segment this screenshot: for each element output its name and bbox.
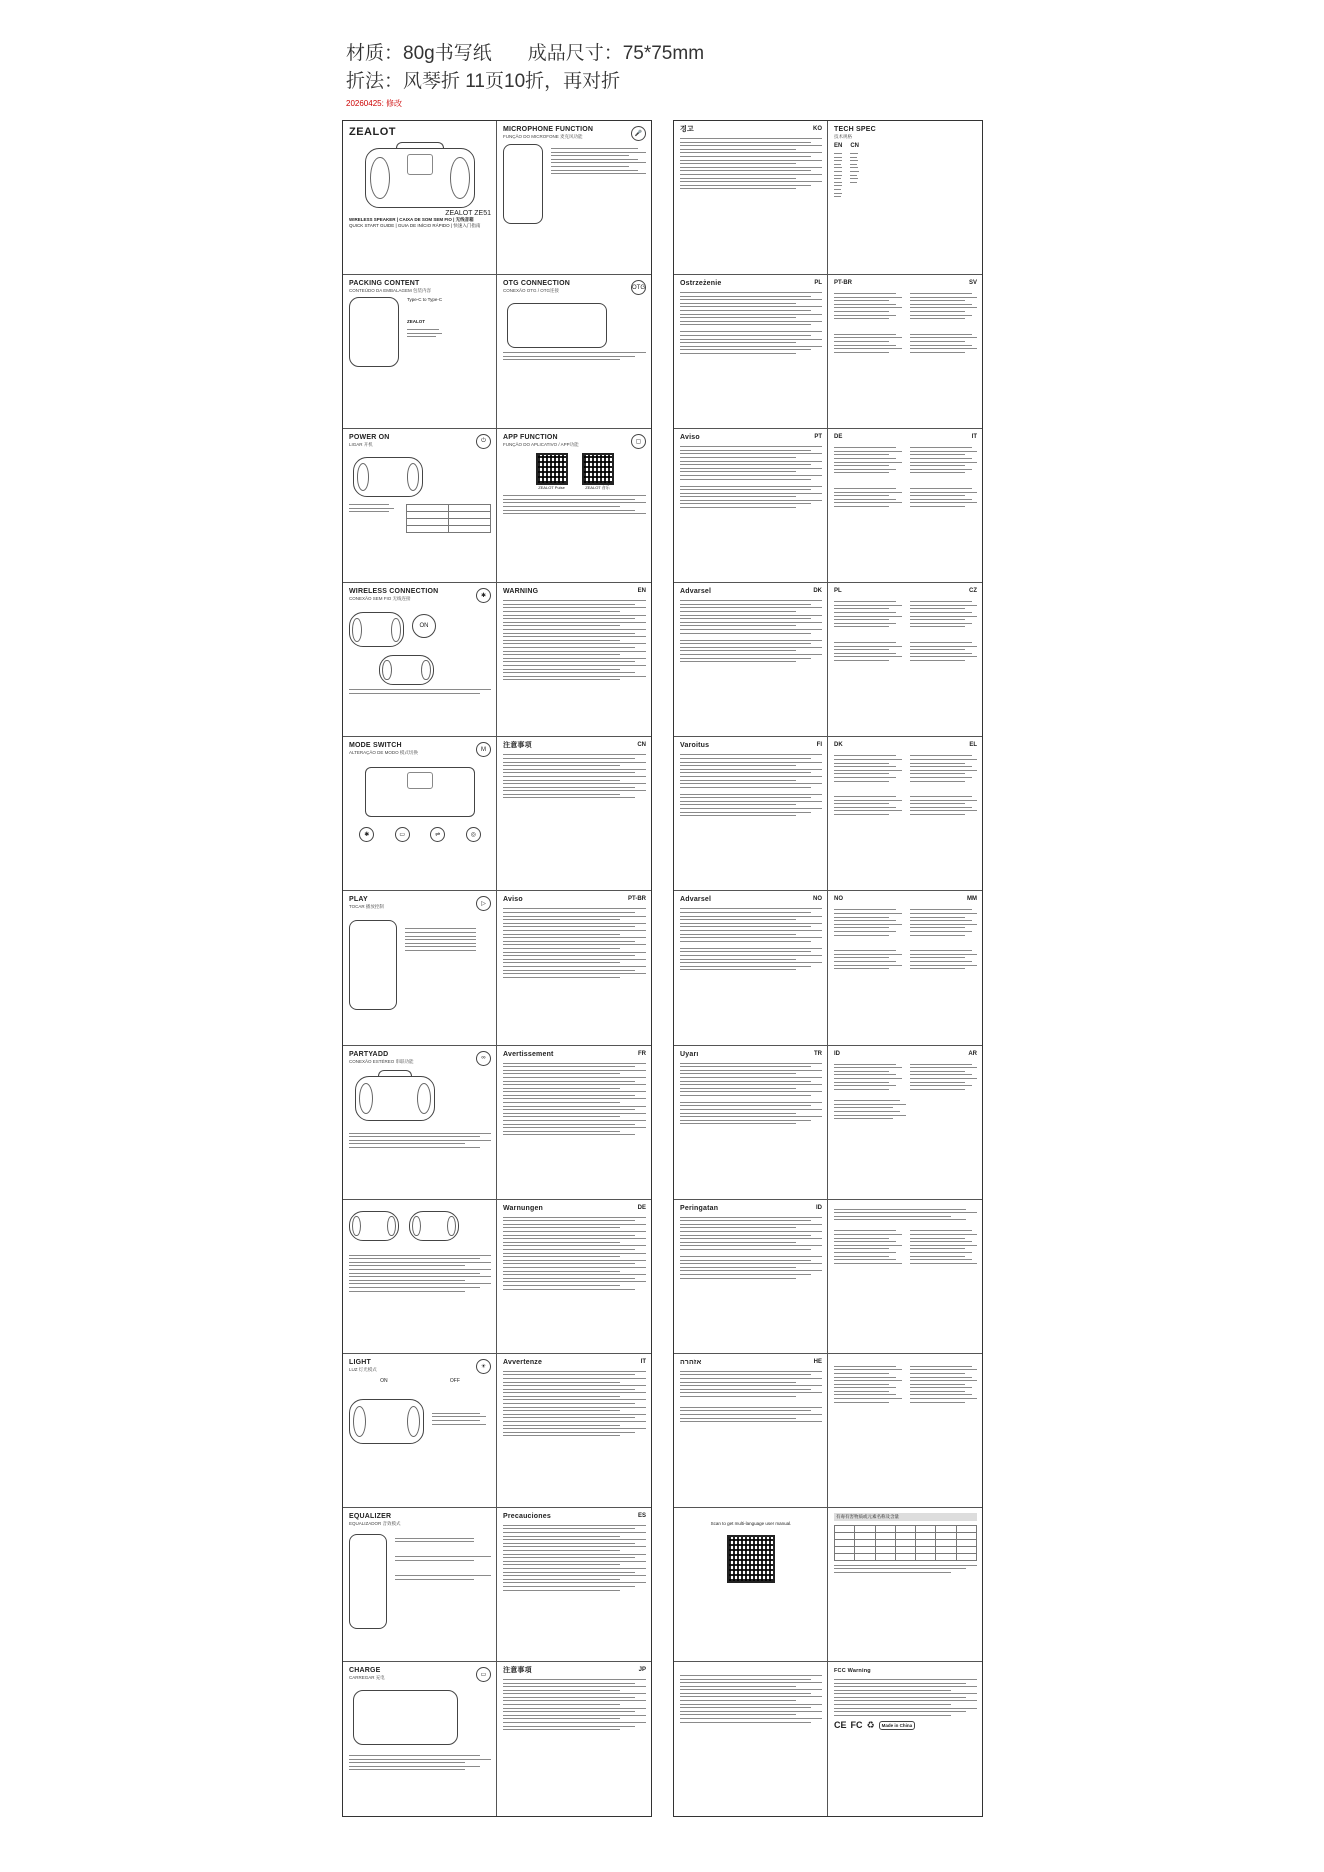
panel-spec-dk-el bbox=[828, 737, 982, 891]
lang-code-b: CZ bbox=[969, 588, 977, 595]
panel-subtitle: CONEXÃO SEM FIO 无线连接 bbox=[349, 596, 411, 602]
speaker-illustration-a bbox=[349, 1211, 399, 1241]
speaker-illustration bbox=[349, 1399, 424, 1444]
lang-code: CN bbox=[637, 742, 646, 749]
speaker-illustration bbox=[353, 457, 423, 497]
play-icon: ▷ bbox=[476, 896, 491, 911]
panel-fcc bbox=[828, 1662, 982, 1816]
speaker-back-illustration bbox=[507, 303, 607, 348]
panel-title: WARNING bbox=[503, 588, 539, 596]
panel-title: Advarsel bbox=[680, 896, 712, 904]
spec-col-en: EN bbox=[834, 143, 843, 149]
panel-title: אזהרה bbox=[680, 1358, 702, 1366]
lang-code: DE bbox=[637, 1204, 646, 1211]
panel-title: MICROPHONE FUNCTION bbox=[503, 126, 594, 133]
panel-microphone bbox=[497, 121, 651, 275]
panel-tech-spec bbox=[828, 121, 982, 275]
panel-mode-switch bbox=[343, 737, 497, 891]
link-icon: ∞ bbox=[476, 1051, 491, 1066]
spec-col-cn: CN bbox=[850, 143, 860, 149]
speaker-illustration bbox=[365, 148, 475, 208]
lang-code-b: SV bbox=[968, 280, 977, 287]
revision-note: 20260425: 修改 bbox=[346, 99, 403, 108]
weee-icon: ♻ bbox=[866, 1719, 875, 1730]
panel-warning-en bbox=[497, 583, 651, 737]
panel-notices bbox=[828, 1200, 982, 1354]
panel-title: Warnungen bbox=[503, 1204, 544, 1212]
lang-code-b: AR bbox=[968, 1050, 977, 1057]
fcc-title: FCC Warning bbox=[834, 1667, 871, 1674]
panel-subtitle: FUNÇÃO DO APLICATIVO / APP功能 bbox=[503, 442, 579, 448]
spec-line-fold: 折法：风琴折 11页10折，再对折 bbox=[346, 71, 621, 92]
panel-warning-fi bbox=[674, 737, 828, 891]
panel-partyadd bbox=[343, 1046, 497, 1200]
model-name: ZEALOT ZE51 bbox=[445, 210, 491, 217]
lang-code: EN bbox=[637, 588, 646, 595]
panel-warning-id bbox=[674, 1200, 828, 1354]
made-in-label: Made in China bbox=[879, 1721, 916, 1730]
panel-scan-manual bbox=[674, 1508, 828, 1662]
panel-title: PACKING CONTENT bbox=[349, 280, 420, 288]
panel-title: TECH SPEC bbox=[834, 126, 876, 133]
lang-code: ID bbox=[816, 1204, 822, 1211]
qr-code-manual bbox=[727, 1535, 775, 1583]
panel-subtitle: TOCAR 播放控制 bbox=[349, 904, 384, 910]
size-text: 成品尺寸：75*75mm bbox=[527, 43, 705, 64]
panel-subtitle: LUZ 灯光模式 bbox=[349, 1366, 377, 1372]
panel-title: Aviso bbox=[503, 896, 523, 904]
microphone-icon: 🎤 bbox=[631, 126, 646, 141]
panel-subtitle: 技术规格 bbox=[834, 134, 852, 139]
panel-title: 注意事項 bbox=[503, 1666, 532, 1674]
panel-title: Avvertenze bbox=[503, 1358, 543, 1366]
panel-equalizer bbox=[343, 1508, 497, 1662]
lang-code: JP bbox=[638, 1666, 646, 1673]
lang-code-a: ID bbox=[834, 1050, 840, 1057]
panel-title: 注意事项 bbox=[503, 742, 532, 750]
panel-play bbox=[343, 891, 497, 1045]
battery-icon: ▭ bbox=[476, 1667, 491, 1682]
manual-sheet-right bbox=[673, 120, 983, 1817]
aux-mode-icon: ◎ bbox=[466, 827, 481, 842]
manual-sheet-left bbox=[342, 120, 652, 1817]
battery-table bbox=[406, 504, 491, 533]
light-off-label: OFF bbox=[449, 1377, 460, 1384]
lang-code: NO bbox=[813, 896, 822, 903]
lang-code-a: PL bbox=[834, 588, 842, 595]
certification-logos bbox=[834, 1720, 977, 1731]
panel-power-on bbox=[343, 429, 497, 583]
panel-disposal bbox=[674, 1662, 828, 1816]
panel-warning-ko bbox=[674, 121, 828, 275]
lang-code: KO bbox=[813, 126, 822, 132]
lang-code: DK bbox=[813, 588, 822, 595]
on-switch-icon: ON bbox=[412, 614, 436, 638]
lang-code-b: MM bbox=[967, 896, 977, 903]
lang-code-a: DK bbox=[834, 742, 843, 749]
panel-spec-pl-cz bbox=[828, 583, 982, 737]
hazard-table-title: 有毒有害物质或元素名称及含量 bbox=[834, 1513, 977, 1521]
light-on-label: ON bbox=[380, 1377, 388, 1384]
panel-wireless bbox=[343, 583, 497, 737]
panel-title: Uyarı bbox=[680, 1050, 699, 1058]
panel-warning-no bbox=[674, 891, 828, 1045]
qr-label-2: ZEALOT 音乐 bbox=[585, 485, 610, 491]
panel-spec-id-ar bbox=[828, 1046, 982, 1200]
panel-title: Aviso bbox=[680, 434, 700, 442]
cover-caption: WIRELESS SPEAKER | CAIXA DE SOM SEM FIO | 无线音箱 bbox=[349, 217, 474, 222]
panel-title: EQUALIZER bbox=[349, 1512, 392, 1520]
panel-title: WIRELESS CONNECTION bbox=[349, 588, 439, 596]
speaker-illustration bbox=[355, 1076, 435, 1121]
lang-code: PT bbox=[814, 434, 822, 441]
scan-manual-text: Scan to get multi-language user manual. bbox=[710, 1520, 792, 1526]
speaker-front-illustration bbox=[349, 297, 399, 367]
otg-icon: OTG bbox=[631, 280, 646, 295]
panel-warning-fr bbox=[497, 1046, 651, 1200]
panel-title: MODE SWITCH bbox=[349, 742, 402, 750]
speaker-illustration-b bbox=[409, 1211, 459, 1241]
mode-icon: M bbox=[476, 742, 491, 757]
panel-title: POWER ON bbox=[349, 434, 390, 442]
panel-title: LIGHT bbox=[349, 1358, 371, 1366]
panel-hazard-table bbox=[828, 1508, 982, 1662]
panel-warning-pt bbox=[674, 429, 828, 583]
panel-title: Precauciones bbox=[503, 1512, 551, 1520]
speaker-side-illustration bbox=[503, 144, 543, 224]
panel-title: OTG CONNECTION bbox=[503, 280, 570, 288]
bluetooth-icon: ✱ bbox=[476, 588, 491, 603]
panel-partyadd-2 bbox=[343, 1200, 497, 1354]
qr-code-app-2 bbox=[582, 453, 614, 485]
panel-cover bbox=[343, 121, 497, 275]
lang-code: FR bbox=[638, 1050, 646, 1057]
manual-brand: ZEALOT bbox=[407, 319, 425, 325]
power-icon: ⏻ bbox=[476, 434, 491, 449]
panel-warning-cn bbox=[497, 737, 651, 891]
lang-code: IT bbox=[640, 1358, 646, 1365]
panel-warning-dk bbox=[674, 583, 828, 737]
panel-charge bbox=[343, 1662, 497, 1816]
panel-title: Advarsel bbox=[680, 588, 712, 596]
panel-title: Varoitus bbox=[680, 742, 710, 750]
brand-logo: ZEALOT bbox=[349, 126, 396, 138]
speaker-back-illustration bbox=[353, 1690, 458, 1745]
cable-label: Type-C to Type-C bbox=[407, 297, 443, 303]
panel-warning-he bbox=[674, 1354, 828, 1508]
lang-code-a: DE bbox=[834, 434, 843, 441]
panel-warning-pl bbox=[674, 275, 828, 429]
panel-subtitle: CONEXÃO ESTÉREO 串联功能 bbox=[349, 1058, 414, 1064]
qr-code-app-1 bbox=[536, 453, 568, 485]
speaker-top-illustration bbox=[365, 767, 475, 817]
panel-warning-ptbr bbox=[497, 891, 651, 1045]
fc-mark-icon: FC bbox=[850, 1720, 863, 1731]
material-text: 材质：80g书写纸 bbox=[346, 43, 492, 64]
panel-warning-jp bbox=[497, 1662, 651, 1816]
panel-spec-ptbr-sv bbox=[828, 275, 982, 429]
lang-code: PT-BR bbox=[628, 896, 646, 903]
panel-warning-de bbox=[497, 1200, 651, 1354]
panel-warning-it bbox=[497, 1354, 651, 1508]
lang-code-b: EL bbox=[969, 742, 977, 749]
panel-title: Peringatan bbox=[680, 1204, 719, 1212]
panel-subtitle: CONTEÚDO DA EMBALAGEM 包装内容 bbox=[349, 288, 432, 294]
panel-subtitle: FUNÇÃO DO MICROFONE 麦克风功能 bbox=[503, 134, 583, 139]
panel-light bbox=[343, 1354, 497, 1508]
panel-notices-2 bbox=[828, 1354, 982, 1508]
speaker-top-illustration bbox=[349, 1534, 387, 1629]
panel-title: Ostrzeżenie bbox=[680, 280, 722, 288]
lang-code-a: NO bbox=[834, 896, 843, 903]
panel-subtitle: EQUALIZADOR 音效模式 bbox=[349, 1520, 401, 1526]
speaker-illustration bbox=[349, 612, 404, 647]
panel-warning-tr bbox=[674, 1046, 828, 1200]
panel-spec-de-it bbox=[828, 429, 982, 583]
speaker-top-illustration bbox=[349, 920, 397, 1010]
lang-code: HE bbox=[813, 1358, 822, 1365]
cover-caption-2: QUICK START GUIDE | GUIA DE INÍCIO RÁPIDO | 快速入门指南 bbox=[349, 223, 481, 228]
panel-subtitle: LIGAR 开机 bbox=[349, 442, 373, 448]
panel-title: PARTYADD bbox=[349, 1050, 389, 1058]
tf-mode-icon: ▭ bbox=[395, 827, 410, 842]
panel-subtitle: ALTERAÇÃO DE MODO 模式切换 bbox=[349, 750, 418, 756]
panel-title: 경고 bbox=[680, 126, 694, 133]
app-icon: ▢ bbox=[631, 434, 646, 449]
lang-code: TR bbox=[814, 1050, 822, 1057]
usb-mode-icon: ⇌ bbox=[430, 827, 445, 842]
lang-code-b: IT bbox=[971, 434, 977, 441]
lang-code: PL bbox=[814, 280, 822, 287]
panel-title: CHARGE bbox=[349, 1666, 381, 1674]
wireless-mode-icon: ✱ bbox=[359, 827, 374, 842]
lang-code: FI bbox=[816, 742, 822, 749]
light-icon: ☀ bbox=[476, 1359, 491, 1374]
panel-title: PLAY bbox=[349, 896, 368, 904]
panel-spec-no-mm bbox=[828, 891, 982, 1045]
panel-otg bbox=[497, 275, 651, 429]
lang-code-a: PT-BR bbox=[834, 280, 852, 287]
lang-code: ES bbox=[637, 1512, 646, 1519]
panel-app bbox=[497, 429, 651, 583]
panel-packing bbox=[343, 275, 497, 429]
qr-label-1: ZEALOT Pulse bbox=[538, 485, 565, 491]
panel-title: Avertissement bbox=[503, 1050, 554, 1058]
panel-warning-es bbox=[497, 1508, 651, 1662]
panel-subtitle: CONEXÃO OTG / OTG连接 bbox=[503, 288, 560, 294]
panel-title: APP FUNCTION bbox=[503, 434, 558, 442]
speaker-illustration-2 bbox=[379, 655, 434, 685]
ce-mark-icon: CE bbox=[834, 1720, 847, 1731]
spec-block bbox=[346, 40, 704, 109]
spec-line-material bbox=[346, 40, 704, 68]
panel-subtitle: CARREGAR 充电 bbox=[349, 1674, 385, 1680]
hazard-table bbox=[834, 1525, 977, 1561]
